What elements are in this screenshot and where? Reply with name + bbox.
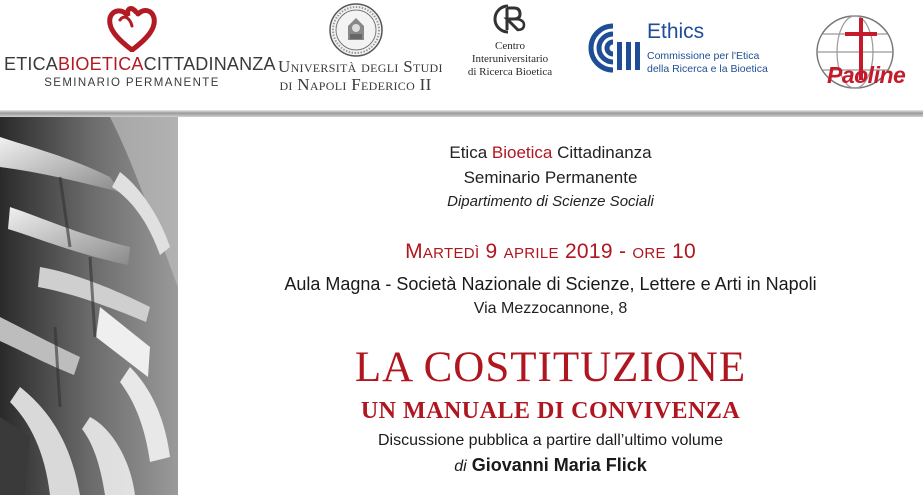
crb-logo xyxy=(460,2,560,102)
crb-monogram-icon xyxy=(490,2,530,36)
ethics-logo-line1: Commissione per l'Etica xyxy=(647,50,760,62)
sculpture-photo-image xyxy=(0,117,178,495)
author-name: Giovanni Maria Flick xyxy=(471,455,647,475)
ethics-logo-title: Ethics xyxy=(647,20,705,43)
ethics-logo xyxy=(583,20,793,80)
unina-logo xyxy=(278,2,443,102)
cnr-mark-icon xyxy=(583,22,641,74)
event-title: LA COSTITUZIONE xyxy=(354,344,747,391)
paoline-logo-word: Paoline xyxy=(827,62,906,88)
ebc-logo-name: ETICABIOETICACITTADINANZA xyxy=(4,54,276,74)
author-prefix: di xyxy=(454,458,467,475)
event-subtitle: UN MANUALE DI CONVIVENZA xyxy=(360,398,741,424)
heart-icon xyxy=(102,4,162,52)
crb-logo-text: Centro Interuniversitario di Ricerca Bioetica xyxy=(467,40,553,78)
event-date: Martedì 9 aprile 2019 - ore 10 xyxy=(405,240,696,263)
logo-bar xyxy=(0,0,923,112)
department-label: Dipartimento di Scienze Sociali xyxy=(447,193,654,210)
seminar-label: Seminario Permanente xyxy=(463,168,638,187)
header-divider xyxy=(0,110,923,117)
event-venue: Aula Magna - Società Nazionale di Scienze, Lettere e Arti in Napoli xyxy=(284,274,817,294)
unina-logo-line1: Università degli Studi xyxy=(278,57,443,76)
organization-name: Etica Bioetica Cittadinanza xyxy=(449,143,652,162)
discussion-label: Discussione pubblica a partire dall’ultimo volume xyxy=(377,432,724,449)
ebc-logo-subtitle: SEMINARIO PERMANENTE xyxy=(44,77,220,89)
sculpture-photo xyxy=(0,117,178,495)
university-seal-icon xyxy=(328,2,384,58)
event-address: Via Mezzocannone, 8 xyxy=(473,300,628,317)
paoline-logo xyxy=(803,8,921,98)
author-line xyxy=(178,455,923,476)
unina-logo-line2: di Napoli Federico II xyxy=(279,75,432,94)
ethics-logo-line2: della Ricerca e la Bioetica xyxy=(647,63,768,75)
event-announcement xyxy=(178,117,923,495)
ebc-logo xyxy=(4,4,276,94)
